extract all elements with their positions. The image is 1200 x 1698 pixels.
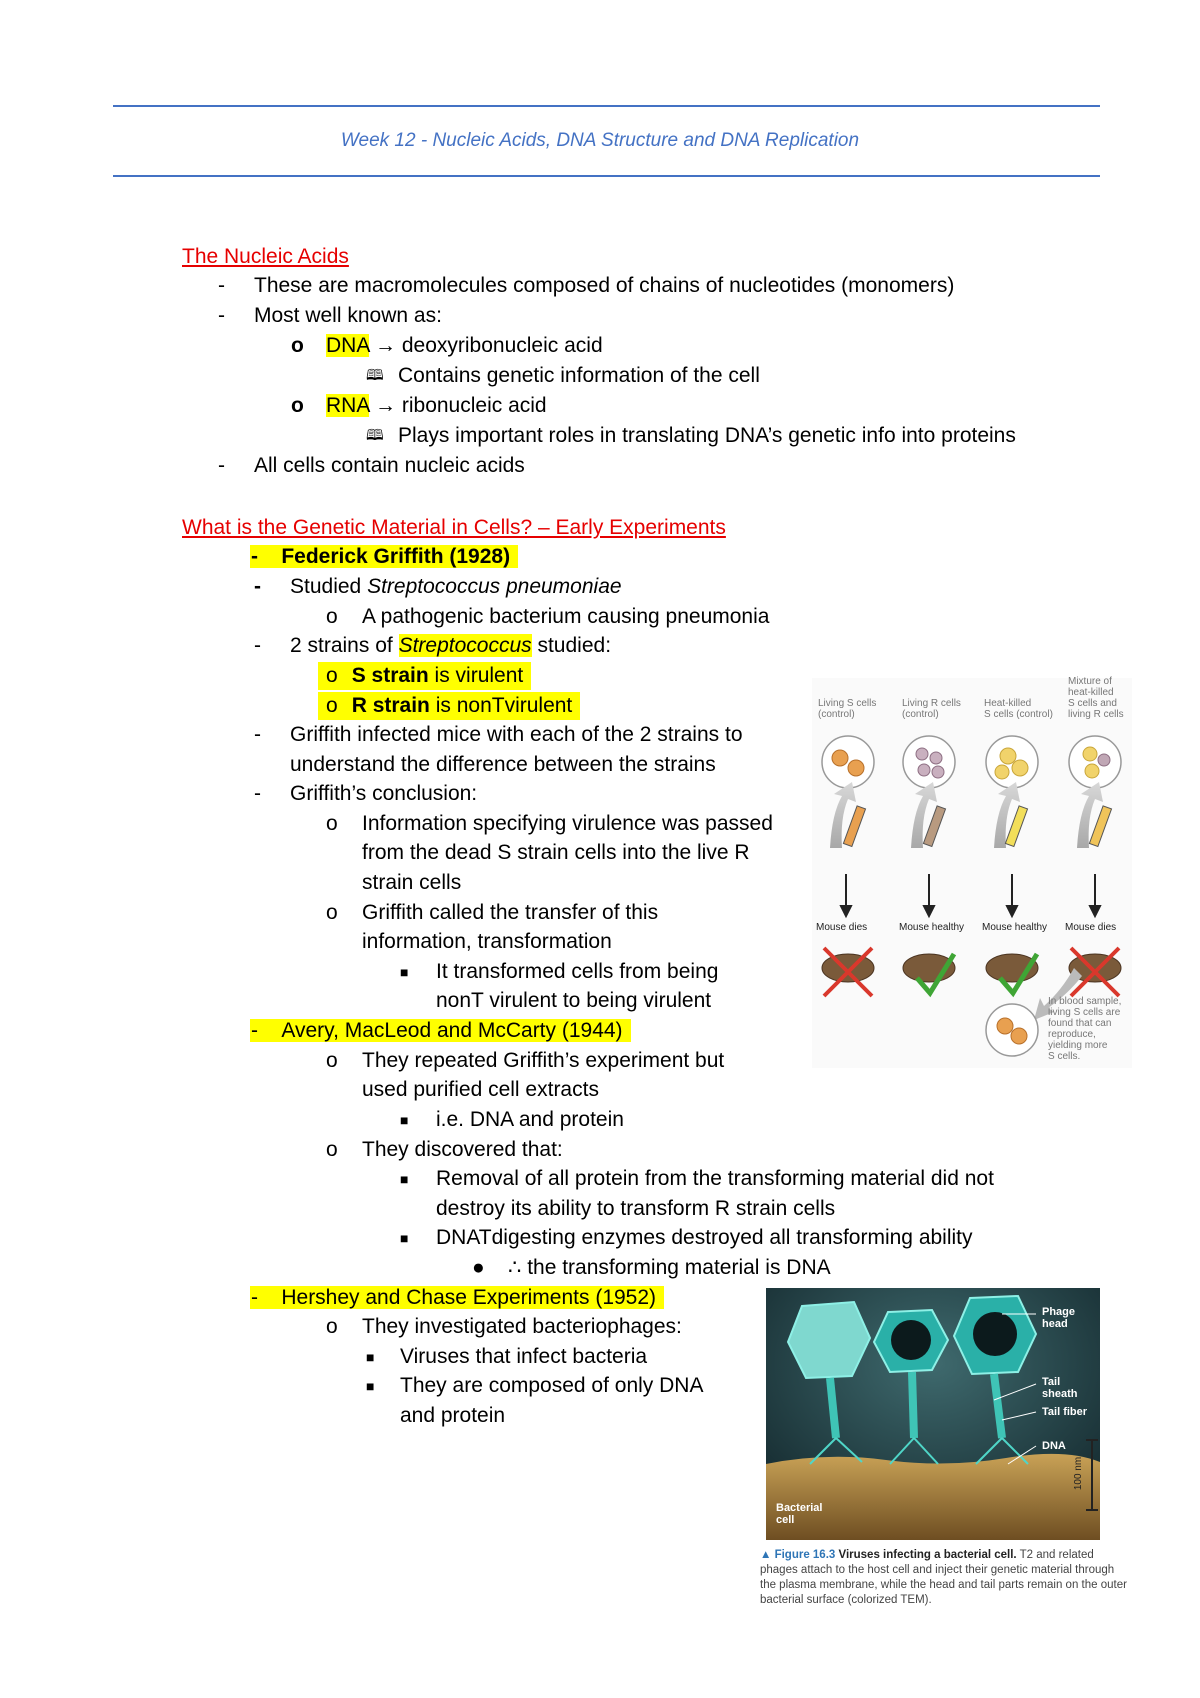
text-line: nonT virulent to being virulent [436,989,712,1012]
text-line: i.e. DNA and protein [436,1108,624,1131]
text-line: It transformed cells from being [436,960,719,983]
dna-line [326,332,603,360]
rna-term: RNA [326,394,370,417]
label-mouse-2: Mouse healthy [899,922,965,933]
text-line: understand the difference between the strains [290,753,716,776]
species-name: Streptococcus pneumoniae [367,575,622,598]
bullet-square: ■ [400,1171,409,1187]
strains-line [290,632,611,660]
label-tail-fiber: Tail fiber [1042,1406,1088,1418]
r-strain-line: o R strain is nonTvirulent [318,692,580,720]
text-line: Griffith’s conclusion: [290,782,478,805]
label-mixture: Mixture of heat-killed S cells and living R cells [1068,676,1124,720]
label-living-r: Living R cells (control) [902,698,961,720]
caption-figure-number: ▲ Figure 16.3 [760,1549,836,1561]
bullet-circle: o [326,901,338,924]
griffith-experiment-figure [812,678,1132,1068]
caption-title: Viruses infecting a bacterial cell. [835,1549,1017,1561]
label-mouse-3: Mouse healthy [982,922,1048,933]
phage-micrograph-figure [766,1288,1100,1540]
culture-dish-1 [822,736,1121,788]
bullet-circle: o [326,1138,338,1161]
bullet-circle: o [326,1049,338,1072]
r-strain-desc: is nonTvirulent [429,694,573,717]
text-line: They are composed of only DNA [400,1374,704,1397]
text-line: Information specifying virulence was passed [362,812,773,835]
label-phage-head: Phage head [1042,1306,1076,1330]
text-line: destroy its ability to transform R strain cells [436,1197,836,1220]
bullet-dash: - [254,575,261,598]
bullet-square: ■ [400,1112,409,1128]
rna-def: → ribonucleic acid [369,394,547,417]
text-line: Griffith infected mice with each of the 2 strains to [290,723,743,746]
bullet-circle: o [326,605,338,628]
transfer-arrows [830,782,1103,848]
griffith-line [251,543,518,571]
text-line: strain cells [362,871,462,894]
page-header-title: Week 12 - Nucleic Acids, DNA Structure and DNA Replication [340,130,860,151]
text-line: information, transformation [362,930,612,953]
text-line: ∴ the transforming material is DNA [508,1256,831,1279]
bullet-dot: ● [472,1256,485,1279]
strains-post: studied: [531,634,612,657]
bullet-dash: - [218,274,225,297]
griffith-heading: - Federick Griffith (1928) [250,545,518,568]
hershey-line [251,1284,664,1312]
down-arrows [841,874,1100,916]
avery-line [251,1017,631,1045]
caption-body: T2 and related phages attach to the host cell and inject their genetic material through the plasma membrane, while the head and tail parts remain on the outer bacterial surface (colorized TEM). [760,1549,1127,1606]
label-living-s: Living S cells (control) [818,698,877,720]
label-bacterial-cell: Bacterial cell [776,1502,823,1526]
strains-pre: 2 strains of [290,634,399,657]
bullet-scroll-icon: 🕮 [366,367,384,384]
text-line: A pathogenic bacterium causing pneumonia [362,605,770,628]
bullet-square: ■ [366,1378,375,1394]
s-strain-term: S strain [351,664,429,687]
dna-def: → deoxyribonucleic acid [369,334,603,357]
label-scale: 100 nm [1073,1456,1085,1491]
header-rule-bottom [113,175,1100,177]
s-strain-line: o S strain is virulent [318,662,531,690]
text-line: They investigated bacteriophages: [362,1315,682,1338]
dna-term: DNA [326,334,370,357]
label-tail-sheath: Tail sheath [1042,1376,1078,1400]
bullet-circle: o [326,1315,338,1338]
bullet-dash: - [254,723,261,746]
text-line: All cells contain nucleic acids [254,454,525,477]
bullet-square: ■ [400,964,409,980]
blood-sample-dish [986,1004,1038,1056]
avery-heading: - Avery, MacLeod and McCarty (1944) [250,1019,631,1042]
studied-line [290,573,622,601]
avery-text: Avery, MacLeod and McCarty (1944) [281,1019,623,1042]
header-rule-top [113,105,1100,107]
bullet-dash: - [218,304,225,327]
syringes [843,806,1111,847]
label-heat-killed: Heat-killed S cells (control) [984,698,1053,720]
bullet-dash: - [218,454,225,477]
s-strain-desc: is virulent [428,664,524,687]
text-line: They repeated Griffith’s experiment but [362,1049,725,1072]
figure-caption [760,1548,1130,1608]
bullet-scroll-icon: 🕮 [366,427,384,444]
griffith-text: Federick Griffith (1928) [281,545,511,568]
label-dna: DNA [1042,1440,1066,1452]
text-line: Griffith called the transfer of this [362,901,659,924]
hershey-text: Hershey and Chase Experiments (1952) [281,1286,657,1309]
bullet-dash: - [254,634,261,657]
text-line: Plays important roles in translating DNA’s genetic info into proteins [398,424,1016,447]
bullet-circle: o [291,394,304,417]
text-line: Most well known as: [254,304,442,327]
genus-name: Streptococcus [398,634,532,657]
text-line: and protein [400,1404,506,1427]
label-blood-sample: In blood sample, living S cells are found that can reproduce, yielding more S cells. [1048,996,1122,1062]
rna-line [326,392,547,420]
r-strain-term: R strain [351,694,430,717]
bullet-circle: o [326,812,338,835]
heading-genetic-material: What is the Genetic Material in Cells? – Early Experiments [182,516,726,539]
text-line: These are macromolecules composed of chains of nucleotides (monomers) [254,274,955,297]
heading-nucleic-acids: The Nucleic Acids [182,245,349,268]
bullet-square: ■ [366,1349,375,1365]
label-mouse-1: Mouse dies [816,922,868,933]
hershey-heading: - Hershey and Chase Experiments (1952) [250,1286,664,1309]
text-line: used purified cell extracts [362,1078,599,1101]
text-line: They discovered that: [362,1138,563,1161]
text-line: Removal of all protein from the transforming material did not [436,1167,994,1190]
text-line: Viruses that infect bacteria [400,1345,648,1368]
bacterial-cell-surface [766,1454,1100,1540]
text-line: from the dead S strain cells into the live R [362,841,750,864]
studied-pre: Studied [290,575,368,598]
text-line: Contains genetic information of the cell [398,364,760,387]
text-line: DNATdigesting enzymes destroyed all transforming ability [436,1226,973,1249]
bullet-circle: o [291,334,304,357]
bullet-square: ■ [400,1230,409,1246]
bullet-dash: - [254,782,261,805]
label-mouse-4: Mouse dies [1065,922,1117,933]
